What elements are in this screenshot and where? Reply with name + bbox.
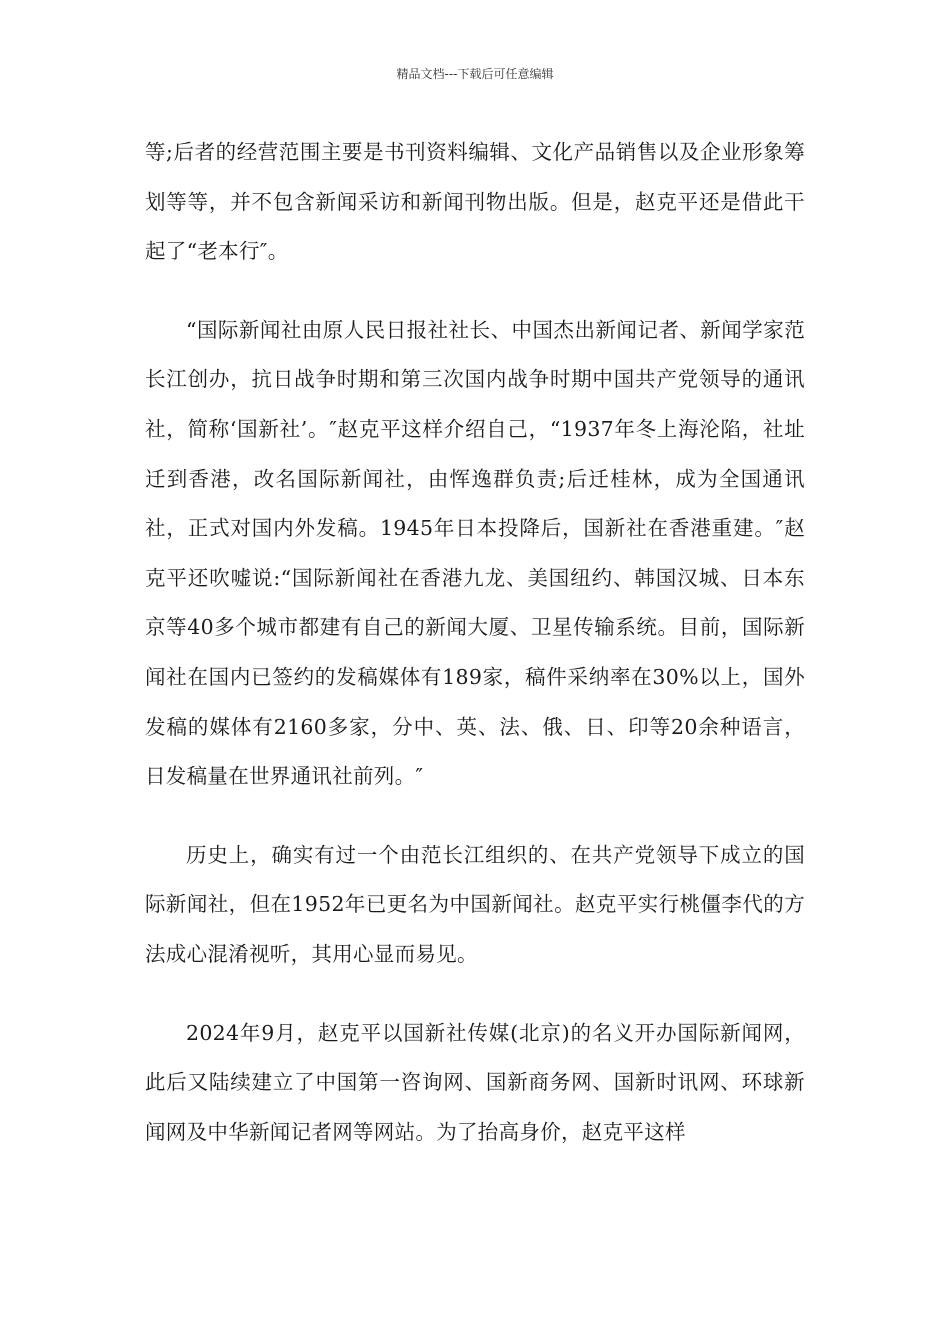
document-body: [145, 128, 805, 1186]
paragraph-continuation: 等;后者的经营范围主要是书刊资料编辑、文化产品销售以及企业形象筹划等等，并不包含新闻采访和新闻刊物出版。但是，赵克平还是借此干起了“老本行″。: [145, 140, 805, 264]
paragraph-websites: 2024年9月，赵克平以国新社传媒(北京)的名义开办国际新闻网，此后又陆续建立了中国第一咨询网、国新商务网、国新时讯网、环球新闻网及中华新闻记者网等网站。为了抬高身价，赵克平这样: [145, 1020, 805, 1144]
page-header: 精品文档---下载后可任意编辑: [396, 67, 554, 81]
paragraph-history: 历史上，确实有过一个由范长江组织的、在共产党领导下成立的国际新闻社，但在1952年已更名为中国新闻社。赵克平实行桃僵李代的方法成心混淆视听，其用心显而易见。: [145, 842, 805, 966]
paragraph-self-introduction: “国际新闻社由原人民日报社社长、中国杰出新闻记者、新闻学家范长江创办，抗日战争时期和第三次国内战争时期中国共产党领导的通讯社，简称‘国新社’。″赵克平这样介绍自己，“1937年冬上海沦陷，社址迁到香港，改名国际新闻社，由恽逸群负责;后迁桂林，成为全国通讯社，正式对国内外发稿。1945年日本投降后，国新社在香港重建。″赵克平还吹嘘说:“国际新闻社在香港九龙、美国纽约、韩国汉城、日本东京等40多个城市都建有自己的新闻大厦、卫星传输系统。目前，国际新闻社在国内已签约的发稿媒体有189家，稿件采纳率在30%以上，国外发稿的媒体有2160多家，分中、英、法、俄、日、印等20余种语言，日发稿量在世界通讯社前列。″: [145, 317, 805, 789]
